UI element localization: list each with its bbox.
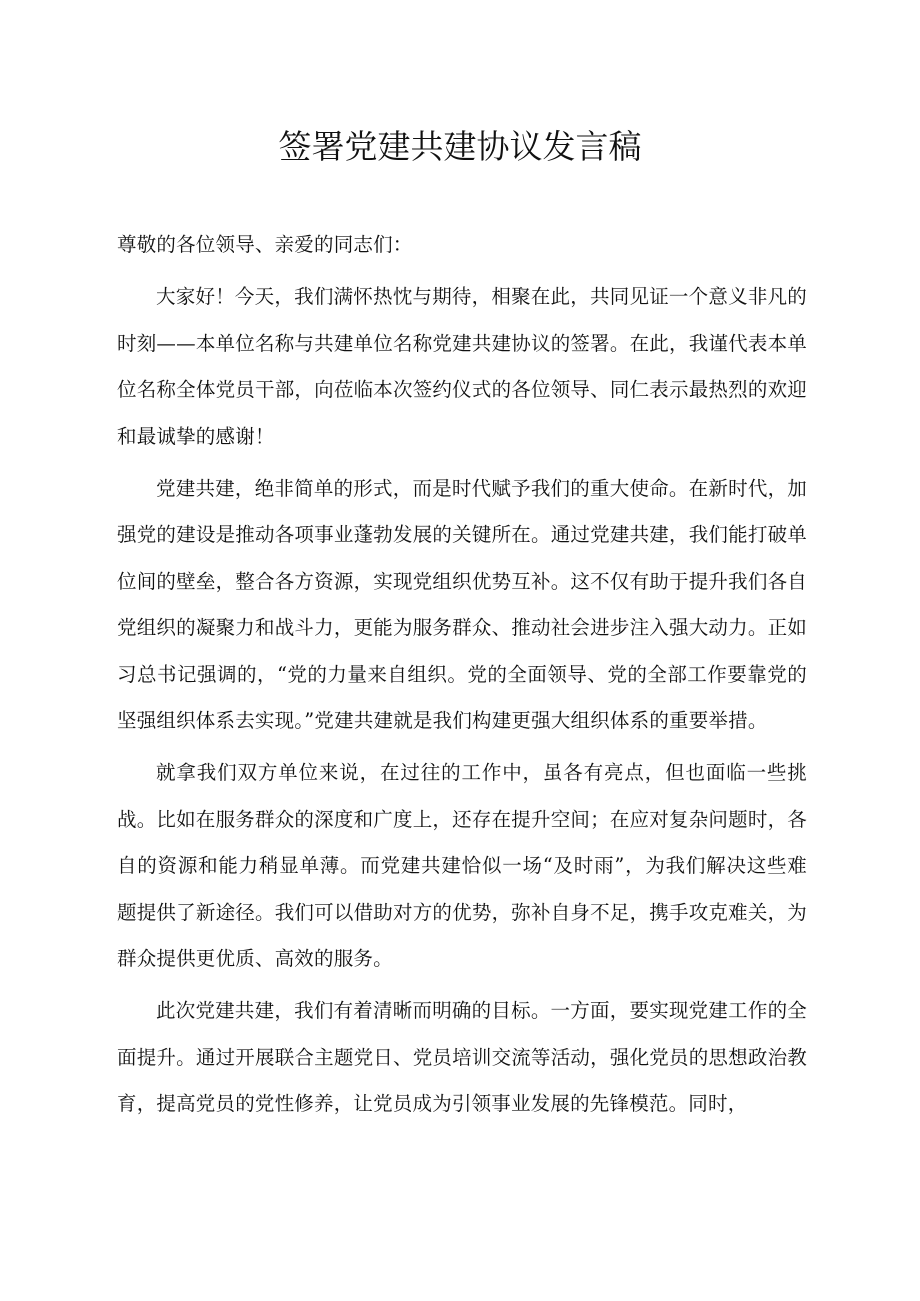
salutation: 尊敬的各位领导、亲爱的同志们：: [117, 233, 413, 256]
document-body: [117, 222, 807, 1128]
paragraph-3: 就拿我们双方单位来说，在过往的工作中，虽各有亮点，但也面临一些挑战。比如在服务群众的深度和广度上，还存在提升空间；在应对复杂问题时，各自的资源和能力稍显单薄。而党建共建恰似一场“及时雨”，为我们解决这些难题提供了新途径。我们可以借助对方的优势，弥补自身不足，携手攻克难关，为群众提供更优质、高效的服务。: [117, 761, 807, 970]
paragraph-1: 大家好！今天，我们满怀热忱与期待，相聚在此，共同见证一个意义非凡的时刻——本单位名称与共建单位名称党建共建协议的签署。在此，我谨代表本单位名称全体党员干部，向莅临本次签约仪式的各位领导、同仁表示最热烈的欢迎和最诚挚的感谢！: [117, 285, 807, 448]
paragraph-2: 党建共建，绝非简单的形式，而是时代赋予我们的重大使命。在新时代，加强党的建设是推动各项事业蓬勃发展的关键所在。通过党建共建，我们能打破单位间的壁垒，整合各方资源，实现党组织优势互补。这不仅有助于提升我们各自党组织的凝聚力和战斗力，更能为服务群众、推动社会进步注入强大动力。正如习总书记强调的，“党的力量来自组织。党的全面领导、党的全部工作要靠党的坚强组织体系去实现。”党建共建就是我们构建更强大组织体系的重要举措。: [117, 476, 807, 732]
document-title: 签署党建共建协议发言稿: [278, 127, 642, 166]
paragraph-4: 此次党建共建，我们有着清晰而明确的目标。一方面，要实现党建工作的全面提升。通过开展联合主题党日、党员培训交流等活动，强化党员的思想政治教育，提高党员的党性修养，让党员成为引领事业发展的先锋模范。同时，: [117, 999, 807, 1115]
